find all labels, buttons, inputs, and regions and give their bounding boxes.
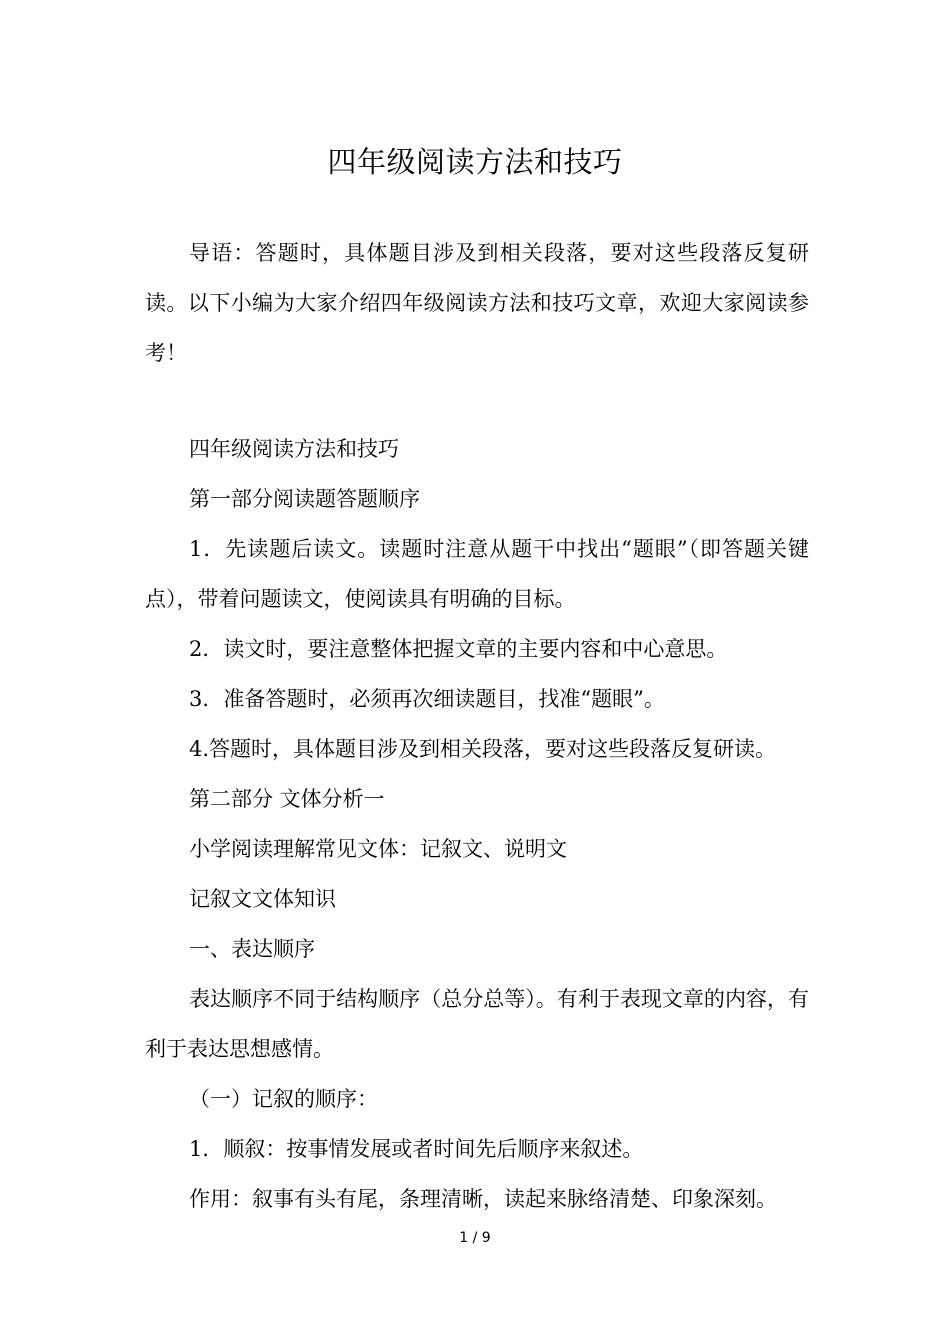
document-body — [145, 424, 809, 1224]
document-title: 四年级阅读方法和技巧 — [327, 145, 623, 179]
paragraph: 表达顺序不同于结构顺序（总分总等）。有利于表现文章的内容，有利于表达思想感情。 — [145, 987, 809, 1061]
paragraph: 小学阅读理解常见文体：记叙文、说明文 — [189, 837, 567, 861]
page-number: 1 / 9 — [459, 1230, 491, 1246]
subsection-heading: （一）记叙的顺序： — [189, 1087, 378, 1111]
subsection-heading: 记叙文文体知识 — [189, 887, 336, 911]
list-item: 4.答题时，具体题目涉及到相关段落，要对这些段落反复研读。 — [189, 737, 777, 761]
list-item: 2．读文时，要注意整体把握文章的主要内容和中心意思。 — [189, 637, 728, 661]
list-item: 1．顺叙：按事情发展或者时间先后顺序来叙述。 — [189, 1137, 644, 1161]
paragraph: 作用：叙事有头有尾，条理清晰，读起来脉络清楚、印象深刻。 — [189, 1187, 777, 1211]
section-heading: 四年级阅读方法和技巧 — [189, 437, 399, 461]
list-item: 3．准备答题时，必须再次细读题目，找准“题眼”。 — [189, 687, 665, 711]
list-item: 1．先读题后读文。读题时注意从题干中找出“题眼”（即答题关键点），带着问题读文，使阅读具有明确的目标。 — [145, 537, 809, 611]
part-heading: 第一部分阅读题答题顺序 — [189, 487, 420, 511]
part-heading: 第二部分 文体分析一 — [189, 787, 385, 811]
intro-paragraph: 导语：答题时，具体题目涉及到相关段落，要对这些段落反复研读。以下小编为大家介绍四年级阅读方法和技巧文章，欢迎大家阅读参考！ — [145, 241, 809, 365]
subsection-heading: 一、表达顺序 — [189, 937, 315, 961]
